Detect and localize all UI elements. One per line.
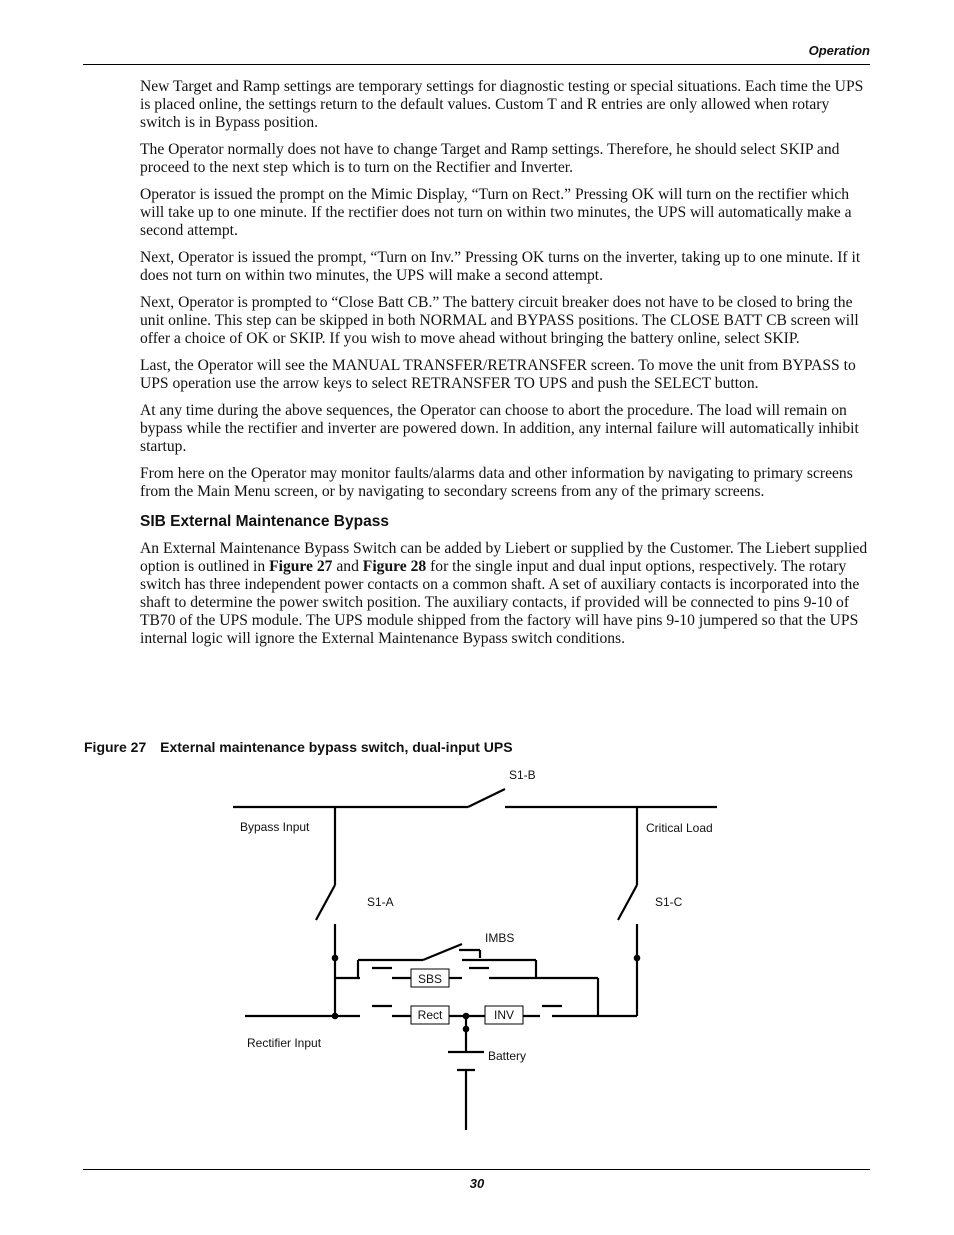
section-text-part: and bbox=[332, 558, 363, 575]
imbs-label: IMBS bbox=[485, 931, 515, 945]
switch-label-s1b: S1-B bbox=[509, 768, 536, 782]
running-header: Operation bbox=[808, 43, 870, 58]
section-text-part: An External Maintenance Bypass Switch can be added by Liebert or supplied by the Customer. The Liebert supplied option is outlined in bbox=[140, 540, 868, 575]
rectifier-input-label: Rectifier Input bbox=[247, 1036, 322, 1050]
figure-reference-link[interactable]: Figure 27 bbox=[269, 558, 333, 575]
section-text-part: for the single input and dual input options, respectively. The rotary switch has three independent power contacts on a common shaft. A set of auxiliary contacts is incorporated into the shaft to determine the power switch position. The auxiliary contacts, if provided will be connected to pins 9-10 of TB70 of the UPS module. The UPS module shipped from the factory will have pins 9-10 jumpered so that the UPS internal logic will ignore the External Maintenance Bypass switch conditions. bbox=[140, 558, 860, 647]
switch-label-s1a: S1-A bbox=[367, 895, 394, 909]
figure-title: External maintenance bypass switch, dual-input UPS bbox=[160, 739, 513, 755]
paragraph: Next, Operator is issued the prompt, “Turn on Inv.” Pressing OK turns on the inverter, taking up to one minute. If it does not turn on within two minutes, the UPS will make a second attempt. bbox=[140, 249, 861, 284]
sbs-label: SBS bbox=[417, 972, 443, 986]
rect-label: Rect bbox=[417, 1008, 443, 1022]
inv-label: INV bbox=[493, 1008, 515, 1022]
paragraph: New Target and Ramp settings are temporary settings for diagnostic testing or special situations. Each time the UPS is placed online, the settings return to the default values. Custom T and R entries are only allowed when rotary switch is in Bypass position. bbox=[140, 78, 864, 131]
paragraph: Last, the Operator will see the MANUAL TRANSFER/RETRANSFER screen. To move the unit from BYPASS to UPS operation use the arrow keys to select RETRANSFER TO UPS and push the SELECT button. bbox=[140, 357, 856, 392]
paragraph: At any time during the above sequences, the Operator can choose to abort the procedure. The load will remain on bypass while the rectifier and inverter are powered down. In addition, any internal failure will automatically inhibit startup. bbox=[140, 402, 859, 455]
paragraph: Operator is issued the prompt on the Mimic Display, “Turn on Rect.” Pressing OK will turn on the rectifier which will take up to one minute. If the rectifier does not turn on within two minutes, the UPS will automatically make a second attempt. bbox=[140, 186, 852, 239]
bypass-input-label: Bypass Input bbox=[240, 820, 310, 834]
figure-number: Figure 27 bbox=[84, 739, 147, 755]
section-heading: SIB External Maintenance Bypass bbox=[140, 513, 389, 530]
page-number: 30 bbox=[469, 1176, 485, 1191]
critical-load-label: Critical Load bbox=[646, 821, 713, 835]
footer-rule bbox=[83, 1169, 870, 1170]
paragraph: The Operator normally does not have to change Target and Ramp settings. Therefore, he should select SKIP and proceed to the next step which is to turn on the Rectifier and Inverter. bbox=[140, 141, 840, 176]
paragraph: Next, Operator is prompted to “Close Batt CB.” The battery circuit breaker does not have to be closed to bring the unit online. This step can be skipped in both NORMAL and BYPASS positions. The CLOSE BATT CB screen will offer a choice of OK or SKIP. If you wish to move ahead without bringing the battery online, select SKIP. bbox=[140, 294, 859, 347]
circuit-wiring bbox=[233, 789, 717, 1130]
switch-label-s1c: S1-C bbox=[655, 895, 683, 909]
figure-reference-link[interactable]: Figure 28 bbox=[362, 558, 427, 575]
battery-label: Battery bbox=[488, 1049, 527, 1063]
paragraph: From here on the Operator may monitor faults/alarms data and other information by navigating to primary screens from the Main Menu screen, or by navigating to secondary screens from any of the primary screens. bbox=[140, 465, 853, 500]
